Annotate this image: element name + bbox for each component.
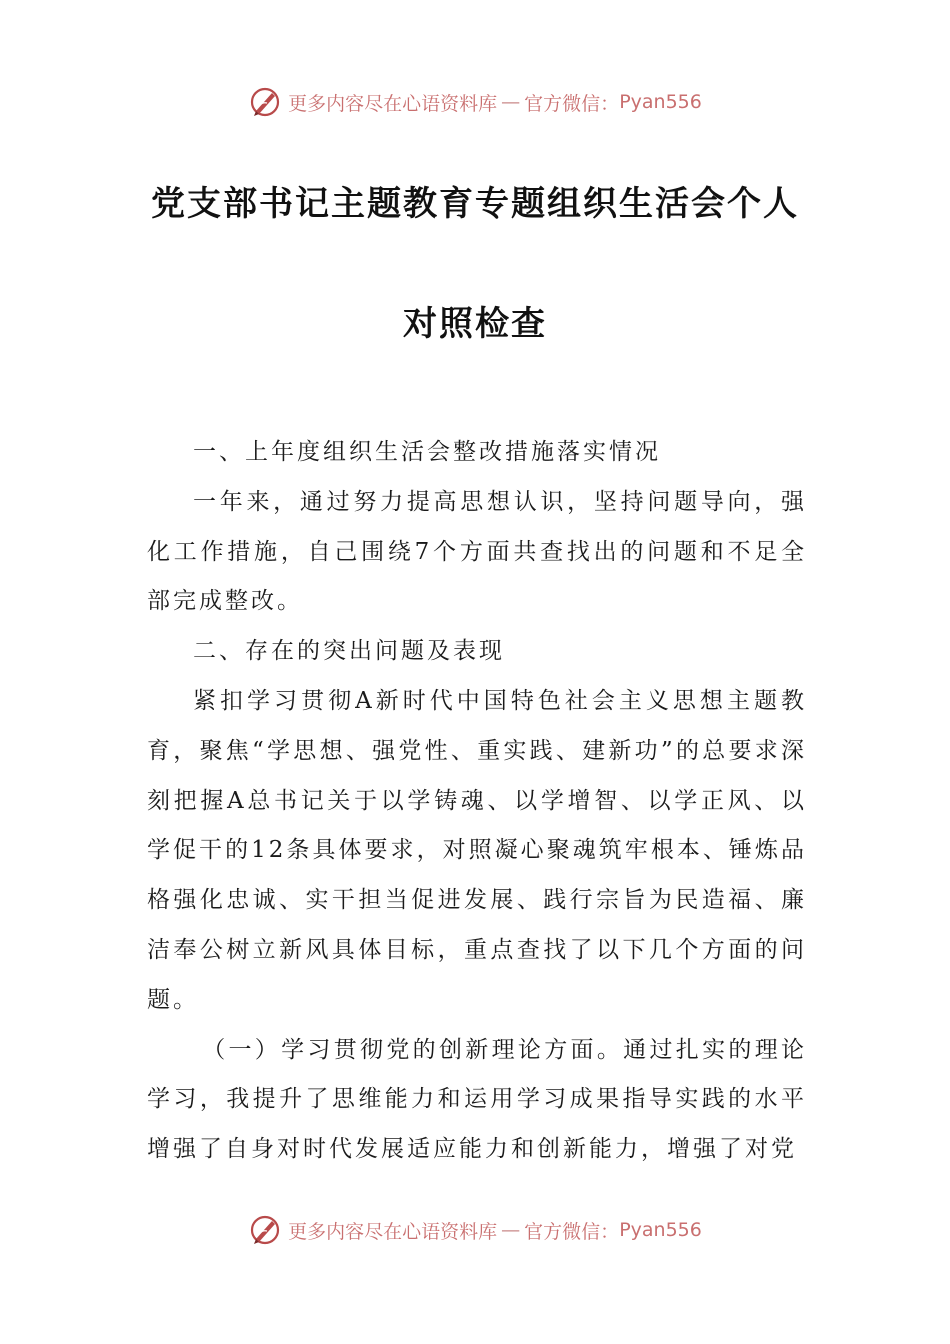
- banner-wechat-label: 官方微信：: [524, 92, 620, 115]
- body-paragraph-2: 紧扣学习贯彻A新时代中国特色社会主义思想主题教育，聚焦“学思想、强党性、重实践、建新功”的总要求深刻把握A总书记关于以学铸魂、以学增智、以学正风、以学促干的12条具体要求，对照凝心聚魂筑牢根本、锤炼品格强化忠诚、实干担当促进发展、践行宗旨为民造福、廉洁奉公树立新风具体目标，重点查找了以下几个方面的问题。: [147, 687, 807, 1013]
- banner-wechat-id: Pyan556: [619, 91, 702, 113]
- document-body: [147, 428, 807, 1175]
- section-heading-2: 二、存在的突出问题及表现: [193, 638, 505, 665]
- banner-separator: —: [501, 1219, 521, 1241]
- banner-wechat-id: Pyan556: [619, 1219, 702, 1241]
- subsection-paragraph-1: （一）学习贯彻党的创新理论方面。通过扎实的理论学习，我提升了思维能力和运用学习成果指导实践的水平增强了自身对时代发展适应能力和创新能力，增强了对党: [147, 1036, 807, 1163]
- footer-watermark-banner: [0, 1210, 950, 1250]
- banner-wechat-label: 官方微信：: [524, 1220, 620, 1243]
- header-watermark-banner: [0, 82, 950, 122]
- document-title-line1: 党支部书记主题教育专题组织生活会个人: [151, 184, 799, 224]
- pen-logo-icon: [248, 85, 282, 119]
- section-heading-1: 一、上年度组织生活会整改措施落实情况: [193, 439, 661, 465]
- body-paragraph-1: 一年来，通过努力提高思想认识，坚持问题导向，强化工作措施，自己围绕7个方面共查找出的问题和不足全部完成整改。: [147, 488, 807, 615]
- banner-brand-text: 更多内容尽在心语资料库: [288, 1220, 498, 1243]
- banner-separator: —: [501, 91, 521, 113]
- banner-brand-text: 更多内容尽在心语资料库: [288, 92, 498, 115]
- pen-logo-icon: [248, 1213, 282, 1247]
- document-title-line2: 对照检查: [403, 304, 547, 344]
